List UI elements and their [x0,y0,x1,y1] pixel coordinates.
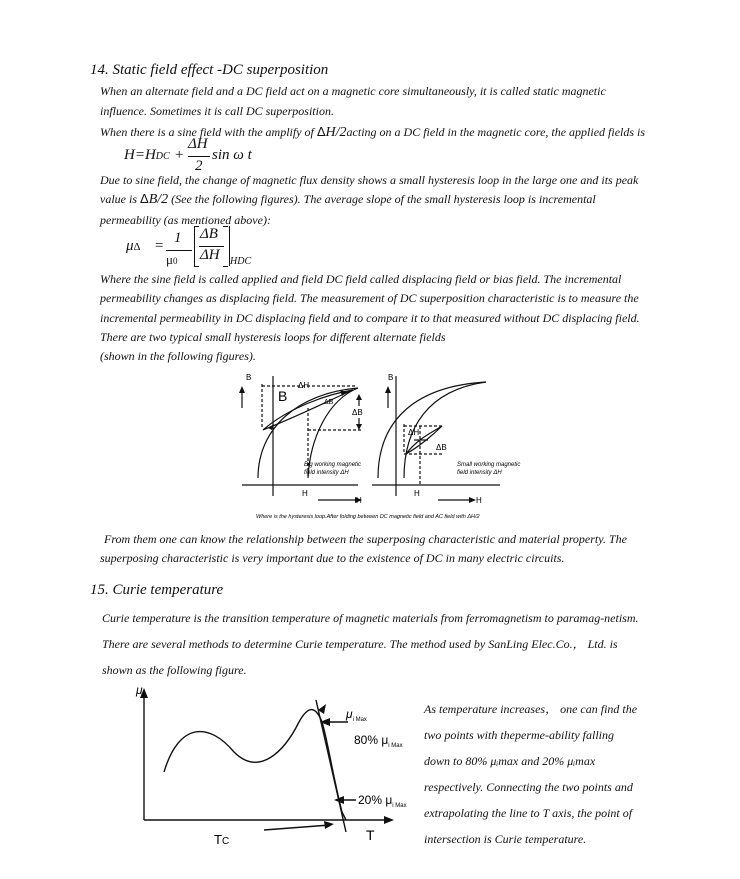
s14-paragraph-5a: From them one can know the relationship between the superposing characteristic and material property. The [104,532,627,546]
fig1-left-note-2: field intensity ΔH [304,470,349,476]
eq1-denominator: 2 [195,158,203,174]
fig2-curie-temperature-label: TC [214,832,230,847]
s14-p2-text-b: acting on a DC field in the magnetic core, the applied fields is [346,125,646,139]
section-15-heading: 15. Curie temperature [90,582,224,598]
fig2-t-axis-label: T [366,827,375,843]
s14-paragraph-1a: When an alternate field and a DC field act on a magnetic core simultaneously, it is called static magnetic [100,84,606,98]
eq1-plus: + [174,147,185,163]
s14-paragraph-2 [100,122,645,143]
section-14-heading: 14. Static field effect -DC superposition [90,62,329,78]
eq1-fraction-bar [188,156,210,157]
s14-paragraph-3c: permeability (as mentioned above): [100,213,271,227]
fig1-right-h-label: H [414,489,420,498]
fig1-caption: Where is the hysteresis loop.After folding between DC magnetic field and AC field with ΔH/2 [256,514,480,520]
fig1-left-big-b: B [278,388,288,404]
fig1-left-h-arrow-label: H [356,496,362,505]
s15-side-line-5: extrapolating the line to T axis, the point of [424,806,633,820]
eq1-tail: sin ω t [212,147,252,163]
fig2-20-percent-label: 20% $\mu_{i Max}$ [358,793,407,809]
s15-side-line-2: two points with theperme-ability falling [424,728,614,742]
equation-incremental-permeability [126,226,266,270]
hysteresis-loops-figure [228,368,521,522]
eq2-mu-sub: Δ [133,241,141,253]
eq2-fraction-bar [166,250,192,251]
s14-paragraph-3a: Due to sine field, the change of magnetic flux density shows a small hysteresis loop in the large one and its peak [100,173,639,187]
s14-p3b-post: (See the following figures). The average slope of the small hysteresis loop is incremental [168,192,596,206]
eq1-numerator: ΔH [188,136,208,152]
s14-paragraph-4e: (shown in the following figures). [100,349,256,363]
eq2-inner-num: ΔB [200,226,218,242]
fig1-right-delta-h: ΔH [408,428,420,437]
fig1-right-b-axis: B [388,373,394,382]
s15-side-line-4: respectively. Connecting the two points and [424,780,633,794]
fig1-right-note-1: Small working magnetic [457,462,521,468]
s15-paragraph-2: There are several methods to determine Curie temperature. The method used by SanLing Elec.Co.， Ltd. is [102,637,618,651]
s14-paragraph-4a: Where the sine field is called applied and field DC field called displacing field or bias field. The incremental [100,272,622,286]
fig2-80-percent-label: 80% $\mu_{i Max}$ [354,733,403,749]
fig1-right-note-2: field intensity ΔH [457,470,502,476]
fig2-y-axis-label: $\mu_i$ [136,683,145,699]
s14-paragraph-3b [100,189,596,210]
s14-p3b-pre: value is [100,192,140,206]
fig2-mu-max-label: $\mu_{i Max}$ [346,707,367,723]
s14-p2-text-a: When there is a sine field with the amplify of [100,125,317,139]
eq2-equals: = [154,238,165,254]
s14-paragraph-5b: superposing characteristic is very important due to the existence of DC in many electric circuits. [100,551,565,565]
eq1-lhs: H=H [124,147,156,163]
s15-paragraph-3: shown as the following figure. [102,663,247,677]
s15-side-line-3: down to 80% μᵢmax and 20% μᵢmax [424,754,596,768]
delta-symbol: Δ [316,124,326,139]
eq2-den-sub: 0 [172,256,178,266]
fig1-left-delta-b-small: ΔB [324,399,334,406]
s14-p3b-frac: B/2 [148,192,169,207]
s14-paragraph-4d: There are two typical small hysteresis loops for different alternate fields [100,330,446,344]
fig1-right-h-arrow-label: H [476,496,482,505]
fig1-left-h-label: H [302,489,308,498]
eq2-numerator: 1 [174,230,182,246]
s14-p2-frac: H/2 [325,125,347,140]
fig1-left-note-1: Big working magnetic [304,462,362,468]
fig1-left-b-axis: B [246,373,252,382]
fig1-left-delta-b: ΔB [352,408,363,417]
delta-symbol: Δ [140,191,149,206]
s15-paragraph-1: Curie temperature is the transition temperature of magnetic materials from ferromagnetism to paramag-netism. [102,611,639,625]
s14-paragraph-4b: permeability changes as displacing field. The measurement of DC superposition characteristic is to measure the [100,291,639,305]
eq2-den-mu: μ [166,252,173,267]
s14-paragraph-1b: influence. Sometimes it is call DC superposition. [100,104,334,118]
fig1-right-delta-b: ΔB [436,443,447,452]
eq2-outer-sub: HDC [230,256,252,267]
s15-side-line-6: intersection is Curie temperature. [424,832,587,846]
eq2-mu: μ [126,238,134,254]
eq2-inner-den: ΔH [200,247,220,263]
fig1-left-delta-h: ΔH [298,381,310,390]
eq1-lhs-sub: DC [155,151,170,162]
s15-side-line-1: As temperature increases， one can find the [424,702,638,716]
curie-temperature-figure [124,682,408,854]
s14-paragraph-4c: incremental permeability in DC displacing field and to compare it to that measured without DC displacing field. [100,311,640,325]
